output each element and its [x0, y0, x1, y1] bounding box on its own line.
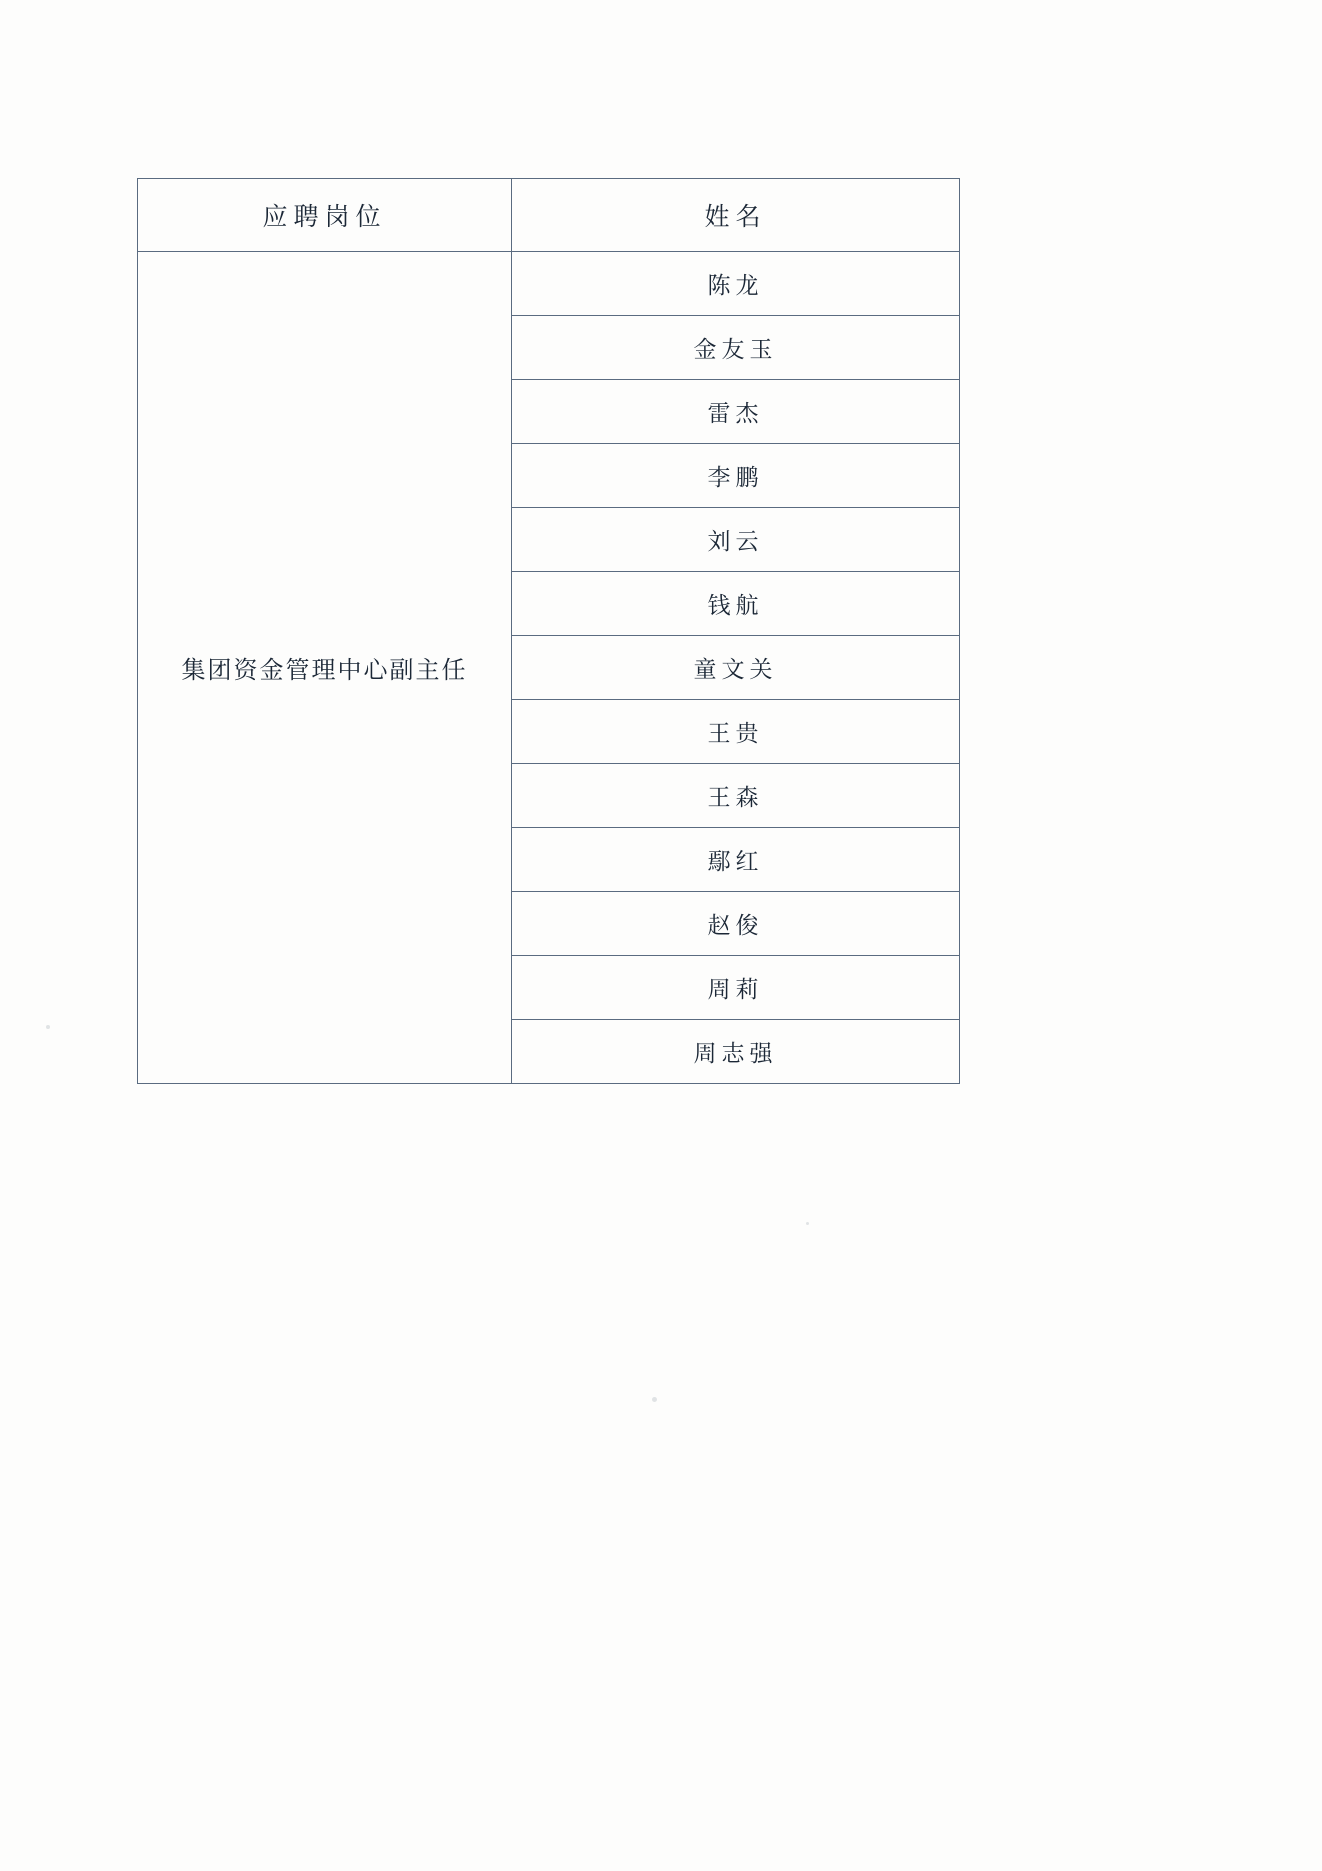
scan-speck [652, 1397, 657, 1402]
column-header-position: 应聘岗位 [138, 179, 512, 252]
name-cell: 王贵 [512, 700, 960, 764]
table-header-row [138, 179, 960, 252]
name-cell: 李鹏 [512, 444, 960, 508]
scan-speck [806, 1222, 809, 1225]
name-cell: 童文关 [512, 636, 960, 700]
table-row [138, 252, 960, 316]
column-header-name: 姓名 [512, 179, 960, 252]
table-body [138, 252, 960, 1084]
name-cell: 陈龙 [512, 252, 960, 316]
name-cell: 周莉 [512, 956, 960, 1020]
name-cell: 鄢红 [512, 828, 960, 892]
applicant-table-container [137, 178, 960, 1084]
name-cell: 赵俊 [512, 892, 960, 956]
name-cell: 钱航 [512, 572, 960, 636]
name-cell: 金友玉 [512, 316, 960, 380]
position-cell: 集团资金管理中心副主任 [138, 252, 512, 1084]
name-cell: 周志强 [512, 1020, 960, 1084]
name-cell: 王森 [512, 764, 960, 828]
applicant-table [137, 178, 960, 1084]
name-cell: 雷杰 [512, 380, 960, 444]
name-cell: 刘云 [512, 508, 960, 572]
scan-speck [46, 1025, 50, 1029]
